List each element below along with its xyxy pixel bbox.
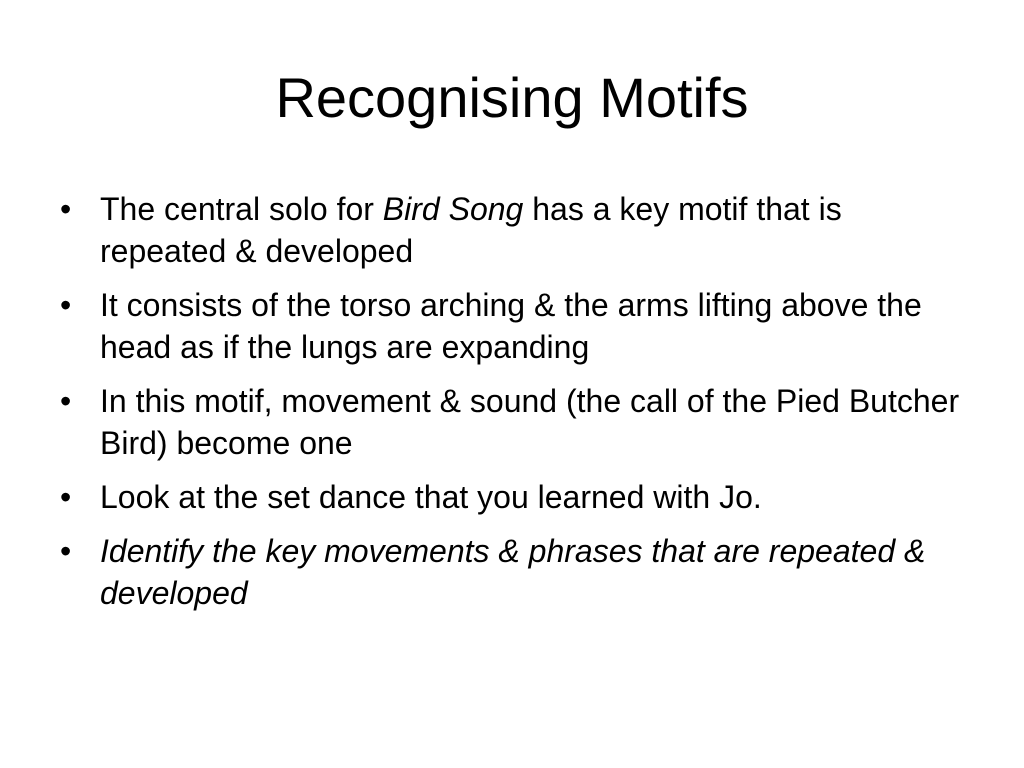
bullet-icon: • bbox=[60, 533, 72, 569]
bullet-text: Identify the key movements & phrases that are repeated & developed bbox=[100, 533, 926, 611]
bullet-text-before: The central solo for bbox=[100, 191, 383, 227]
bullet-icon: • bbox=[60, 383, 72, 419]
slide-title: Recognising Motifs bbox=[275, 66, 749, 129]
bullet-item-3 bbox=[60, 380, 960, 464]
bullet-item-2 bbox=[60, 284, 960, 368]
bullet-text: Look at the set dance that you learned with Jo. bbox=[100, 479, 762, 515]
bullet-icon: • bbox=[60, 287, 72, 323]
bullet-text: In this motif, movement & sound (the call of the Pied Butcher Bird) become one bbox=[100, 383, 960, 461]
bullet-item-4 bbox=[60, 476, 960, 518]
bullet-text-after: has a key motif that is repeated & developed bbox=[100, 191, 842, 269]
bullet-list bbox=[60, 188, 960, 626]
bullet-item-1 bbox=[60, 188, 960, 272]
bullet-icon: • bbox=[60, 191, 72, 227]
bullet-icon: • bbox=[60, 479, 72, 515]
bullet-text-emphasis: Bird Song bbox=[382, 191, 524, 227]
bullet-text: It consists of the torso arching & the arms lifting above the head as if the lungs are expanding bbox=[100, 287, 922, 365]
bullet-item-5 bbox=[60, 530, 960, 614]
